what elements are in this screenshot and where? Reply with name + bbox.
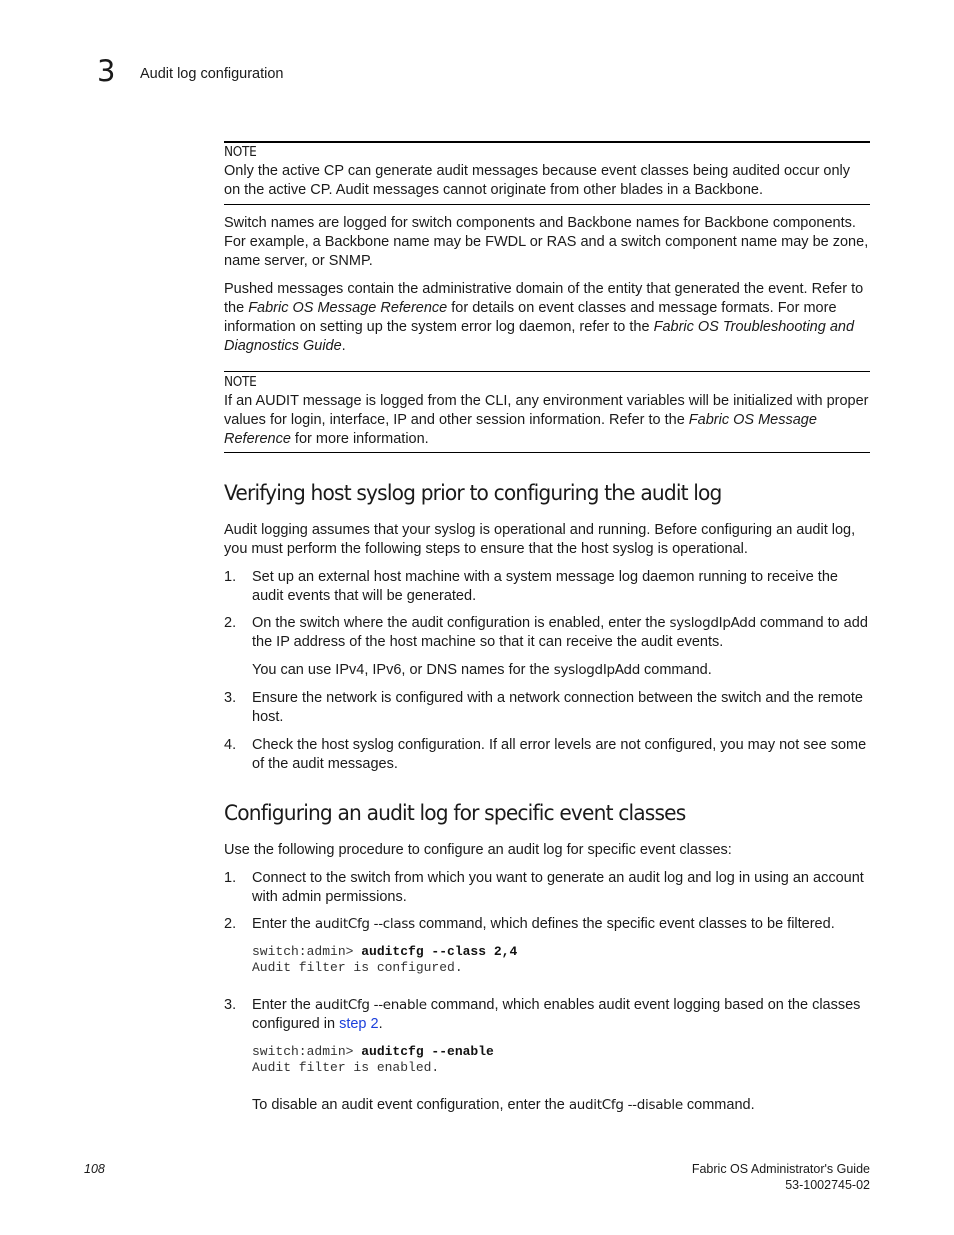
code-command: auditcfg --enable: [361, 1044, 494, 1059]
paragraph-switch-names: Switch names are logged for switch components and Backbone names for Backbone components. For example, a Backbone name may be FWDL or RAS and a switch component name may be zone, name server, or SNMP.: [224, 215, 869, 269]
step-text: Set up an external host machine with a system message log daemon running to receive the audit events that will be generated.: [252, 569, 838, 604]
code-prompt: switch:admin>: [252, 944, 362, 959]
text: for more information.: [290, 431, 429, 447]
command-name: syslogdIpAdd: [553, 662, 641, 678]
step-text: [252, 996, 872, 1034]
chapter-title: Audit log configuration: [140, 66, 284, 82]
footer-doc-info: [692, 1161, 870, 1193]
code-block: [252, 1044, 494, 1076]
text: Enter the: [252, 997, 315, 1013]
closing-text: [252, 1096, 872, 1115]
code-command: auditcfg --class 2,4: [361, 944, 518, 959]
step-number: 2.: [224, 615, 237, 631]
code-block: [252, 944, 517, 976]
paragraph-pushed-messages: [224, 280, 870, 356]
chapter-number: 3: [97, 54, 116, 88]
note1-text: Only the active CP can generate audit messages because event classes being audited occur only on the active CP. Audit messages cannot originate from other blades in a Backbone.: [224, 163, 851, 198]
note2: [224, 373, 870, 449]
step-2-link[interactable]: step 2: [339, 1016, 379, 1032]
step-number: 2.: [224, 916, 237, 932]
command-name: syslogdIpAdd: [669, 615, 756, 631]
step-text: [252, 614, 872, 652]
text: for details on event classes and message formats. For more information on setting up the system error log daemon, refer to the: [224, 300, 837, 335]
step-number: 4.: [224, 737, 237, 753]
code-output: Audit filter is enabled.: [252, 1060, 440, 1075]
text: On the switch where the audit configuration is enabled, enter the: [252, 615, 670, 631]
note2-label: NOTE: [224, 374, 257, 390]
step-text: Check the host syslog configuration. If all error levels are not configured, you may not see some of the audit messages.: [252, 737, 867, 772]
reference-title: Fabric OS Message Reference: [248, 300, 448, 316]
step-number: 1.: [224, 569, 237, 585]
text: command.: [682, 1097, 755, 1113]
text: To disable an audit event configuration, enter the: [252, 1097, 569, 1113]
doc-number: 53-1002745-02: [785, 1178, 870, 1192]
text: .: [378, 1016, 383, 1032]
doc-title: Fabric OS Administrator's Guide: [691, 1162, 870, 1176]
note1: [224, 143, 870, 200]
text: Pushed messages contain the administrative domain of the entity that generated the event. Refer to the: [224, 281, 864, 316]
step-text: Ensure the network is configured with a network connection between the switch and the remote host.: [252, 690, 863, 725]
section1-intro: Audit logging assumes that your syslog is operational and running. Before configuring an audit log, you must perform the following steps to ensure that the host syslog is operational.: [224, 522, 856, 557]
step-number: 3.: [224, 690, 237, 706]
note2-bottom-rule: [224, 452, 870, 453]
command-name: auditCfg --disable: [568, 1097, 683, 1113]
note2-top-rule: [224, 371, 870, 372]
note1-bottom-rule: [224, 204, 870, 205]
command-name: auditCfg --class: [314, 916, 415, 932]
reference-title: Fabric OS Message Reference: [224, 412, 817, 447]
command-name: auditCfg --enable: [314, 997, 427, 1013]
step-text: [252, 915, 872, 934]
section-heading-configuring-audit-log: Configuring an audit log for specific event classes: [224, 801, 686, 826]
text: Enter the: [252, 916, 315, 932]
note2-text: [224, 392, 870, 449]
code-prompt: switch:admin>: [252, 1044, 362, 1059]
text: You can use IPv4, IPv6, or DNS names for the: [252, 662, 554, 678]
section-heading-verifying-syslog: Verifying host syslog prior to configuring the audit log: [224, 481, 722, 506]
step-number: 1.: [224, 870, 237, 886]
code-output: Audit filter is configured.: [252, 960, 463, 975]
text: If an AUDIT message is logged from the CLI, any environment variables will be initialized with proper values for login, interface, IP and other session information. Refer to the: [224, 393, 869, 428]
step-number: 3.: [224, 997, 237, 1013]
reference-title: Fabric OS Troubleshooting and Diagnostics Guide: [224, 319, 855, 354]
section2-intro: Use the following procedure to configure an audit log for specific event classes:: [224, 842, 732, 858]
page-number: 108: [84, 1162, 105, 1176]
step-text: Connect to the switch from which you want to generate an audit log and log in using an account with admin permissions.: [252, 870, 864, 905]
text: command, which enables audit event logging based on the classes configured in: [252, 997, 861, 1032]
step-subtext: [252, 661, 872, 680]
note1-label: NOTE: [224, 144, 257, 160]
text: command, which defines the specific event classes to be filtered.: [414, 916, 835, 932]
text: .: [341, 338, 346, 354]
text: command.: [640, 662, 712, 678]
text: command to add the IP address of the host machine so that it can receive the audit events.: [252, 615, 868, 650]
